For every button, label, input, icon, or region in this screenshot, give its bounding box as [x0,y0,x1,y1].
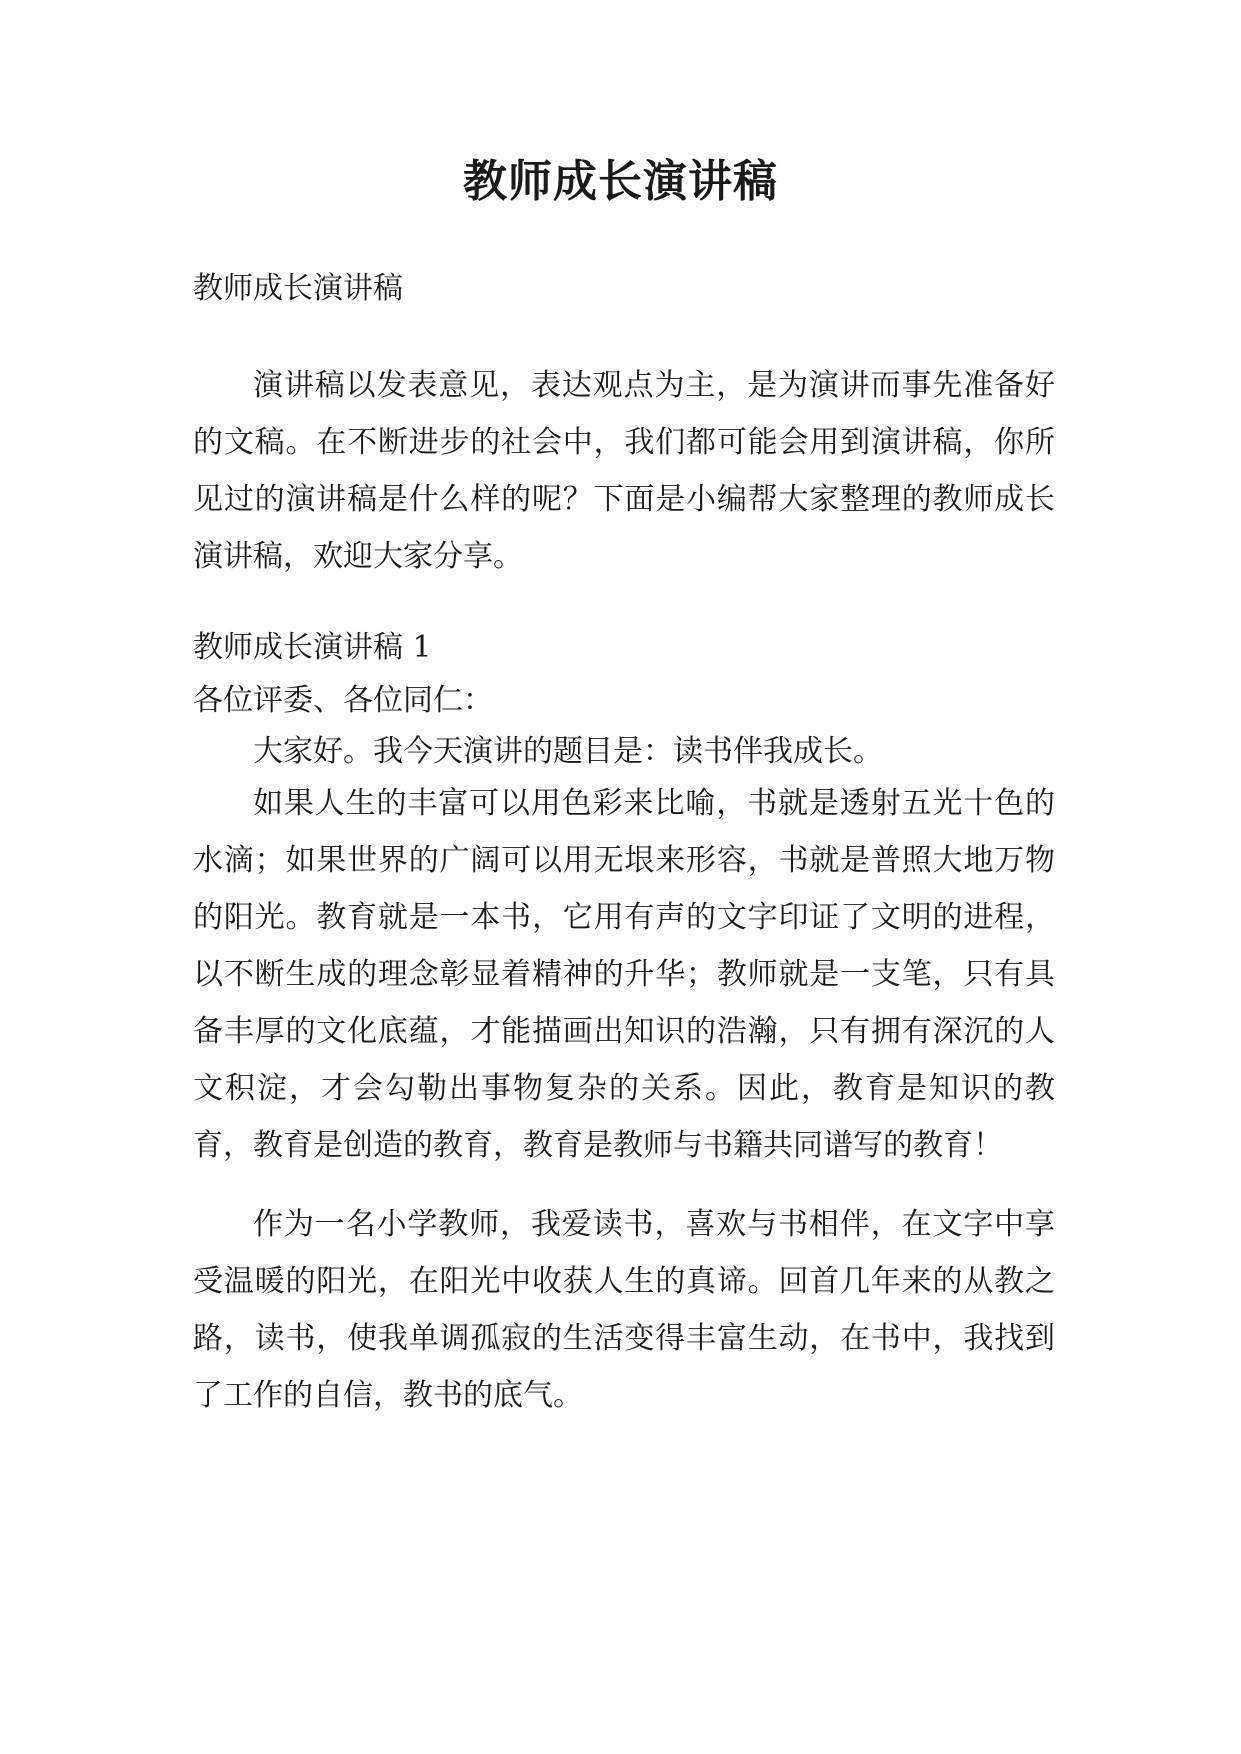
body-paragraph-1: 如果人生的丰富可以用色彩来比喻，书就是透射五光十色的水滴；如果世界的广阔可以用无垠来形容，书就是普照大地万物的阳光。教育就是一本书，它用有声的文字印证了文明的进程，以不断生成的理念彰显着精神的升华；教师就是一支笔，只有具备丰厚的文化底蕴，才能描画出知识的浩瀚，只有拥有深沉的人文积淀，才会勾勒出事物复杂的关系。因此，教育是知识的教育，教育是创造的教育，教育是教师与书籍共同谱写的教育！ [193,786,1055,1163]
intro-paragraph: 演讲稿以发表意见，表达观点为主，是为演讲而事先准备好的文稿。在不断进步的社会中，我们都可能会用到演讲稿，你所见过的演讲稿是什么样的呢？下面是小编帮大家整理的教师成长演讲稿，欢迎大家分享。 [193,368,1055,574]
section-heading: 教师成长演讲稿 1 [193,630,432,665]
salutation: 各位评委、各位同仁： [193,683,493,718]
subtitle: 教师成长演讲稿 [193,271,403,306]
greeting-paragraph: 大家好。我今天演讲的题目是：读书伴我成长。 [253,734,883,769]
body-paragraph-2: 作为一名小学教师，我爱读书，喜欢与书相伴，在文字中享受温暖的阳光，在阳光中收获人生的真谛。回首几年来的从教之路，读书，使我单调孤寂的生活变得丰富生动，在书中，我找到了工作的自信，教书的底气。 [193,1207,1055,1413]
document-title: 教师成长演讲稿 [463,156,778,207]
